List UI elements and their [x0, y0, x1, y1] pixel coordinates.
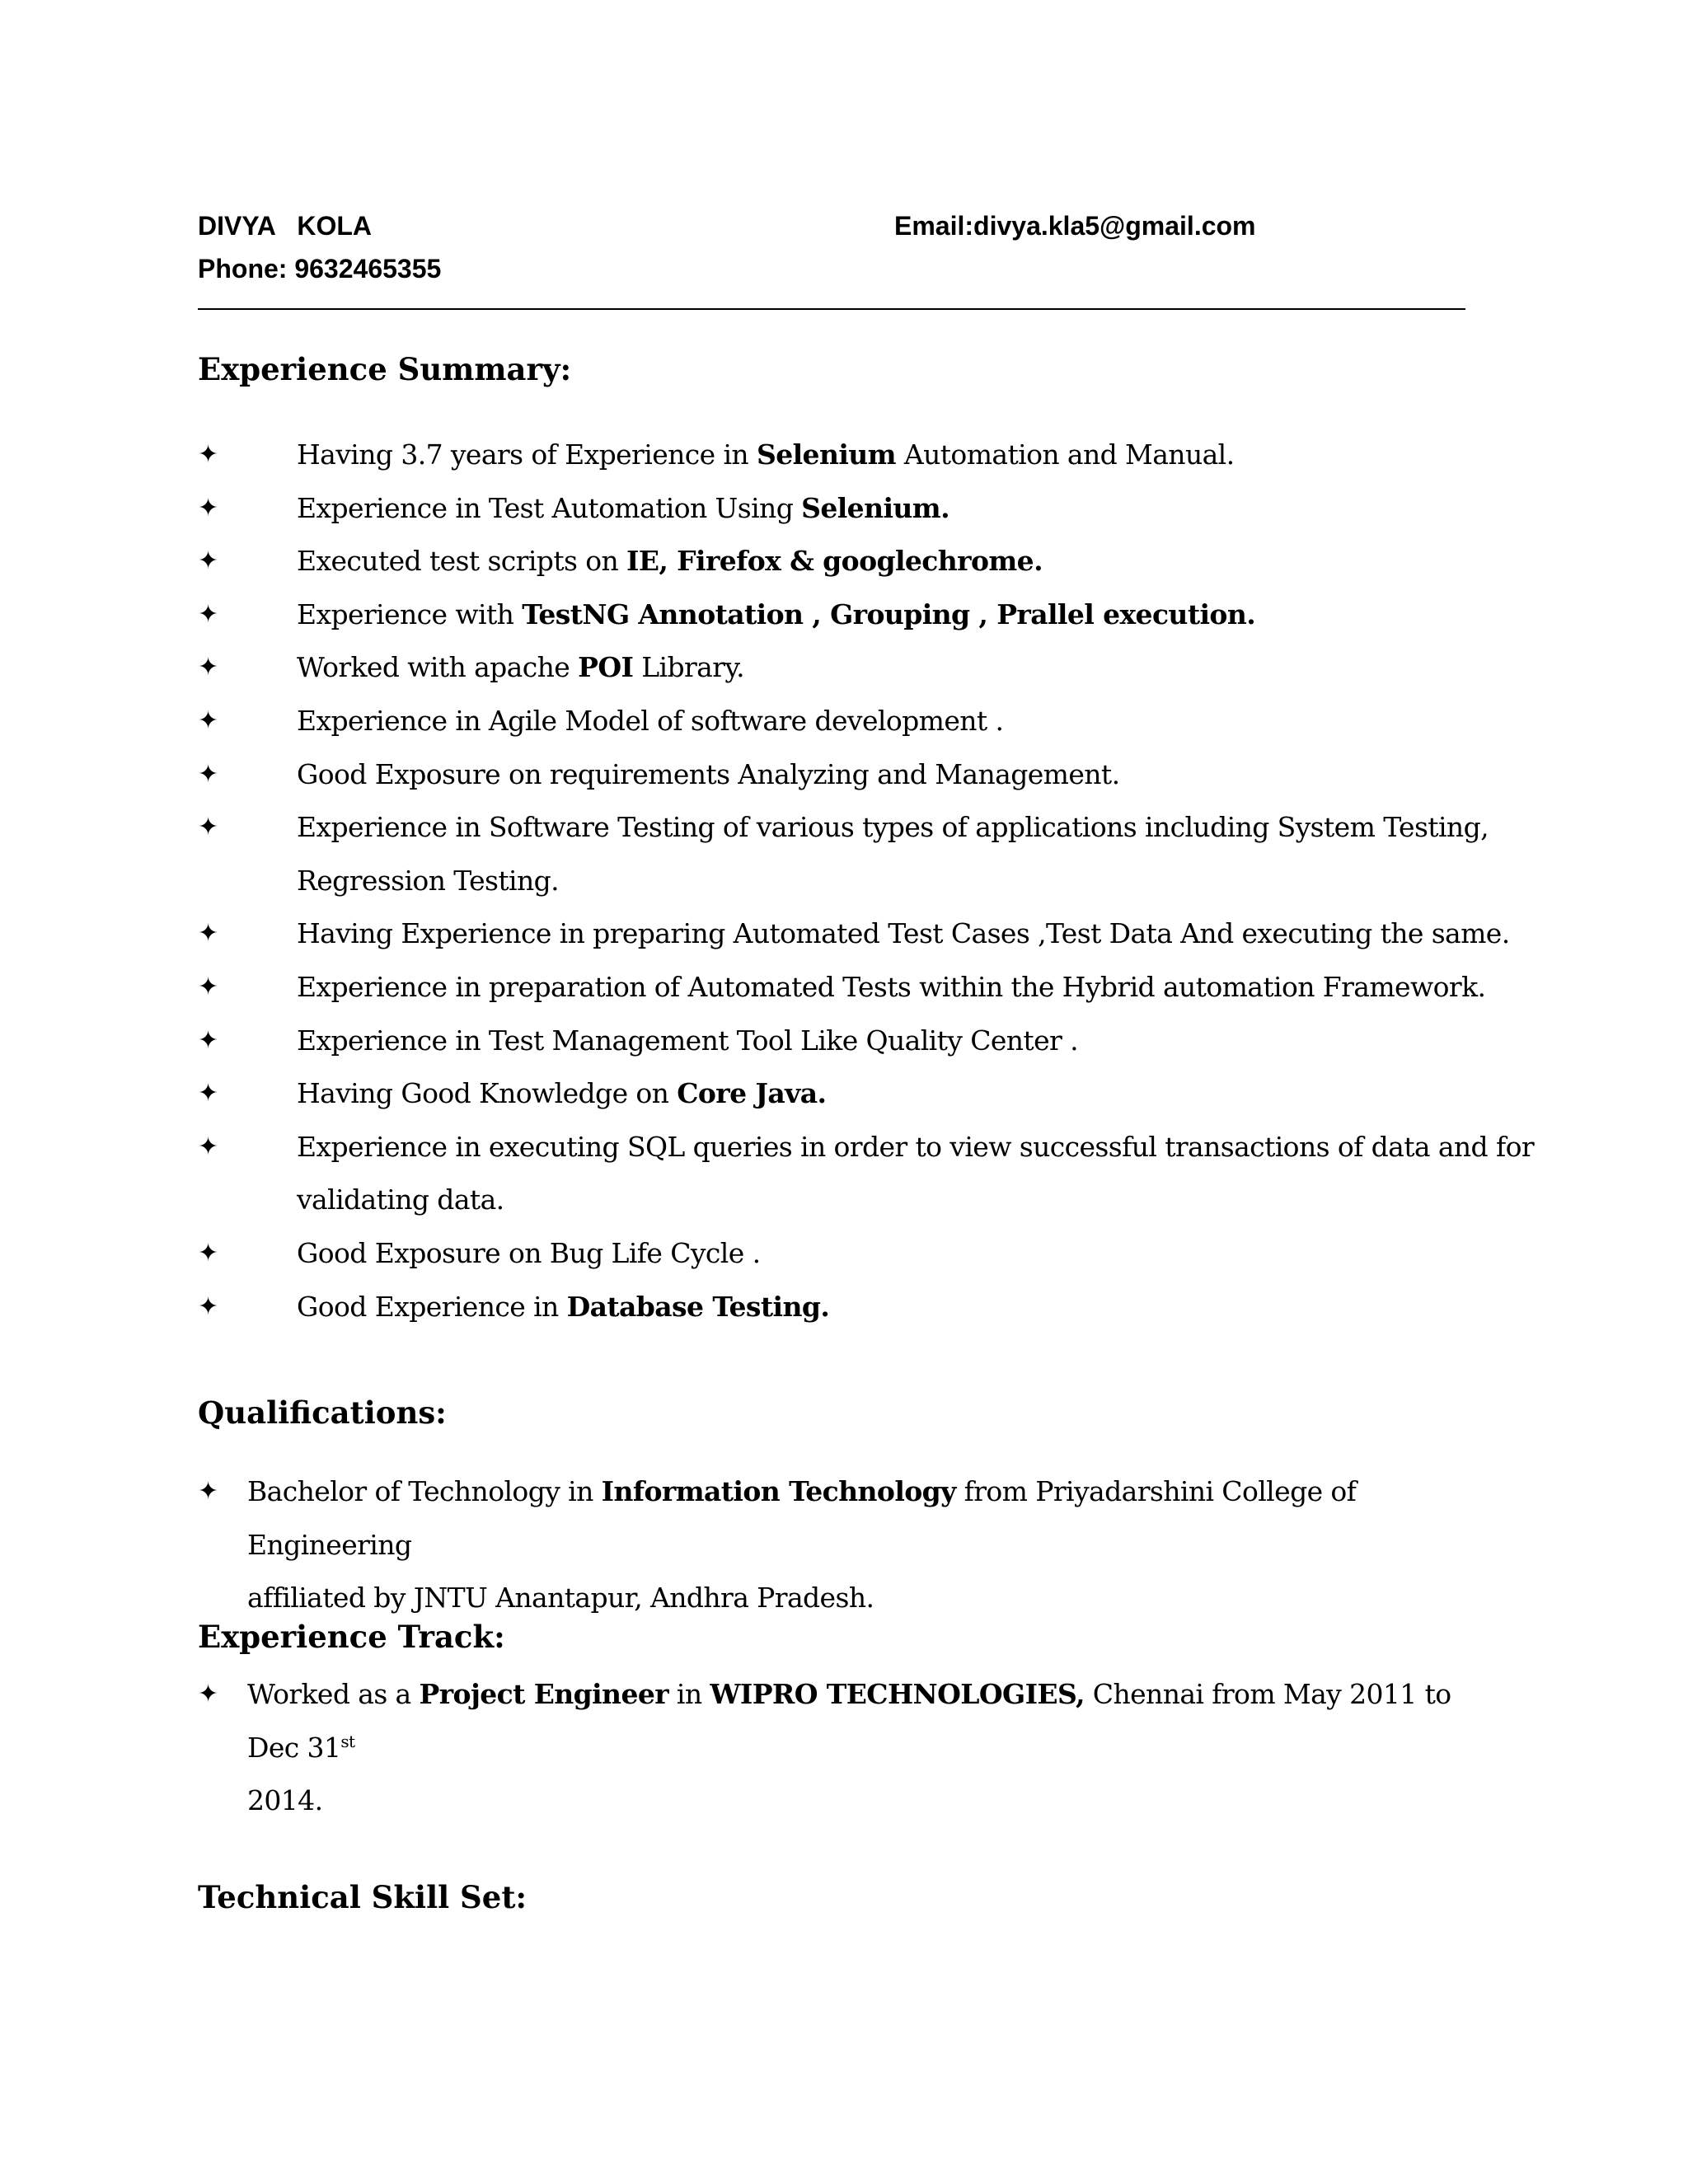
summary-item-text: Having Experience in preparing Automated Test Cases ,Test Data And executing the same.	[297, 917, 1510, 950]
list-item	[198, 1015, 1484, 1068]
header-divider	[198, 308, 1465, 310]
list-item	[198, 535, 1484, 588]
list-item	[198, 588, 1484, 642]
list-item	[198, 748, 1484, 802]
star-bullet-icon: ✦	[198, 1079, 219, 1108]
summary-item-text: Experience in Test Automation Using Selenium.	[297, 491, 950, 524]
summary-item-text: Experience with TestNG Annotation , Grouping , Prallel execution.	[297, 598, 1256, 630]
summary-item-text: Experience in Agile Model of software development .	[297, 704, 1004, 737]
star-bullet-icon: ✦	[198, 1238, 219, 1268]
list-item	[198, 961, 1484, 1015]
experience-track-text: Worked as a Project Engineer in WIPRO TECHNOLOGIES, Chennai from May 2011 to Dec 31st 2014.	[247, 1678, 1451, 1817]
list-item	[198, 482, 1484, 536]
list-item	[198, 801, 1489, 907]
experience-summary-heading: Experience Summary:	[198, 351, 572, 387]
summary-item-text: Good Experience in Database Testing.	[297, 1290, 830, 1323]
list-item	[198, 1465, 1500, 1625]
list-item	[198, 1281, 1484, 1334]
star-bullet-icon: ✦	[198, 813, 219, 842]
summary-item-text: Experience in Software Testing of various types of applications including System Testing, Regression Testing.	[297, 811, 1489, 897]
experience-track-list	[198, 1668, 1500, 1828]
summary-item-text: Having 3.7 years of Experience in Selenium Automation and Manual.	[297, 438, 1235, 471]
experience-summary-list	[198, 429, 1535, 1333]
star-bullet-icon: ✦	[198, 1477, 219, 1506]
star-bullet-icon: ✦	[198, 599, 219, 629]
list-item	[198, 429, 1484, 482]
star-bullet-icon: ✦	[198, 493, 219, 523]
list-item	[198, 1227, 1484, 1281]
star-bullet-icon: ✦	[198, 440, 219, 469]
technical-skills-heading: Technical Skill Set:	[198, 1879, 528, 1915]
summary-item-text: Experience in preparation of Automated Tests within the Hybrid automation Framework.	[297, 970, 1486, 1003]
qualifications-list	[198, 1465, 1500, 1625]
email-address: Email:divya.kla5@gmail.com	[894, 211, 1256, 241]
qualifications-heading: Qualifications:	[198, 1394, 447, 1431]
summary-item-text: Worked with apache POI Library.	[297, 651, 744, 684]
list-item	[198, 1067, 1484, 1121]
summary-item-text: Executed test scripts on IE, Firefox & googlechrome.	[297, 545, 1043, 578]
summary-item-text: Experience in Test Management Tool Like Quality Center .	[297, 1024, 1078, 1057]
experience-track-heading: Experience Track:	[198, 1619, 505, 1655]
star-bullet-icon: ✦	[198, 546, 219, 576]
candidate-name: DIVYA KOLA	[198, 211, 372, 241]
phone-number: Phone: 9632465355	[198, 254, 442, 284]
star-bullet-icon: ✦	[198, 759, 219, 789]
summary-item-text: Good Exposure on Bug Life Cycle .	[297, 1236, 761, 1269]
star-bullet-icon: ✦	[198, 1680, 219, 1708]
star-bullet-icon: ✦	[198, 1132, 219, 1161]
list-item	[198, 1668, 1500, 1828]
list-item	[198, 907, 1510, 961]
star-bullet-icon: ✦	[198, 919, 219, 949]
star-bullet-icon: ✦	[198, 705, 219, 735]
list-item	[198, 695, 1484, 748]
star-bullet-icon: ✦	[198, 1291, 219, 1321]
qualification-text: Bachelor of Technology in Information Technology from Priyadarshini College of Engineering affiliated by JNTU Anantapur, Andhra Pradesh.	[247, 1475, 1357, 1615]
summary-item-text: Having Good Knowledge on Core Java.	[297, 1077, 827, 1110]
summary-item-text: Experience in executing SQL queries in order to view successful transactions of data and for validating data.	[297, 1130, 1535, 1216]
star-bullet-icon: ✦	[198, 653, 219, 682]
summary-item-text: Good Exposure on requirements Analyzing and Management.	[297, 757, 1120, 790]
star-bullet-icon: ✦	[198, 1025, 219, 1055]
star-bullet-icon: ✦	[198, 972, 219, 1001]
list-item	[198, 641, 1484, 695]
list-item	[198, 1121, 1535, 1227]
